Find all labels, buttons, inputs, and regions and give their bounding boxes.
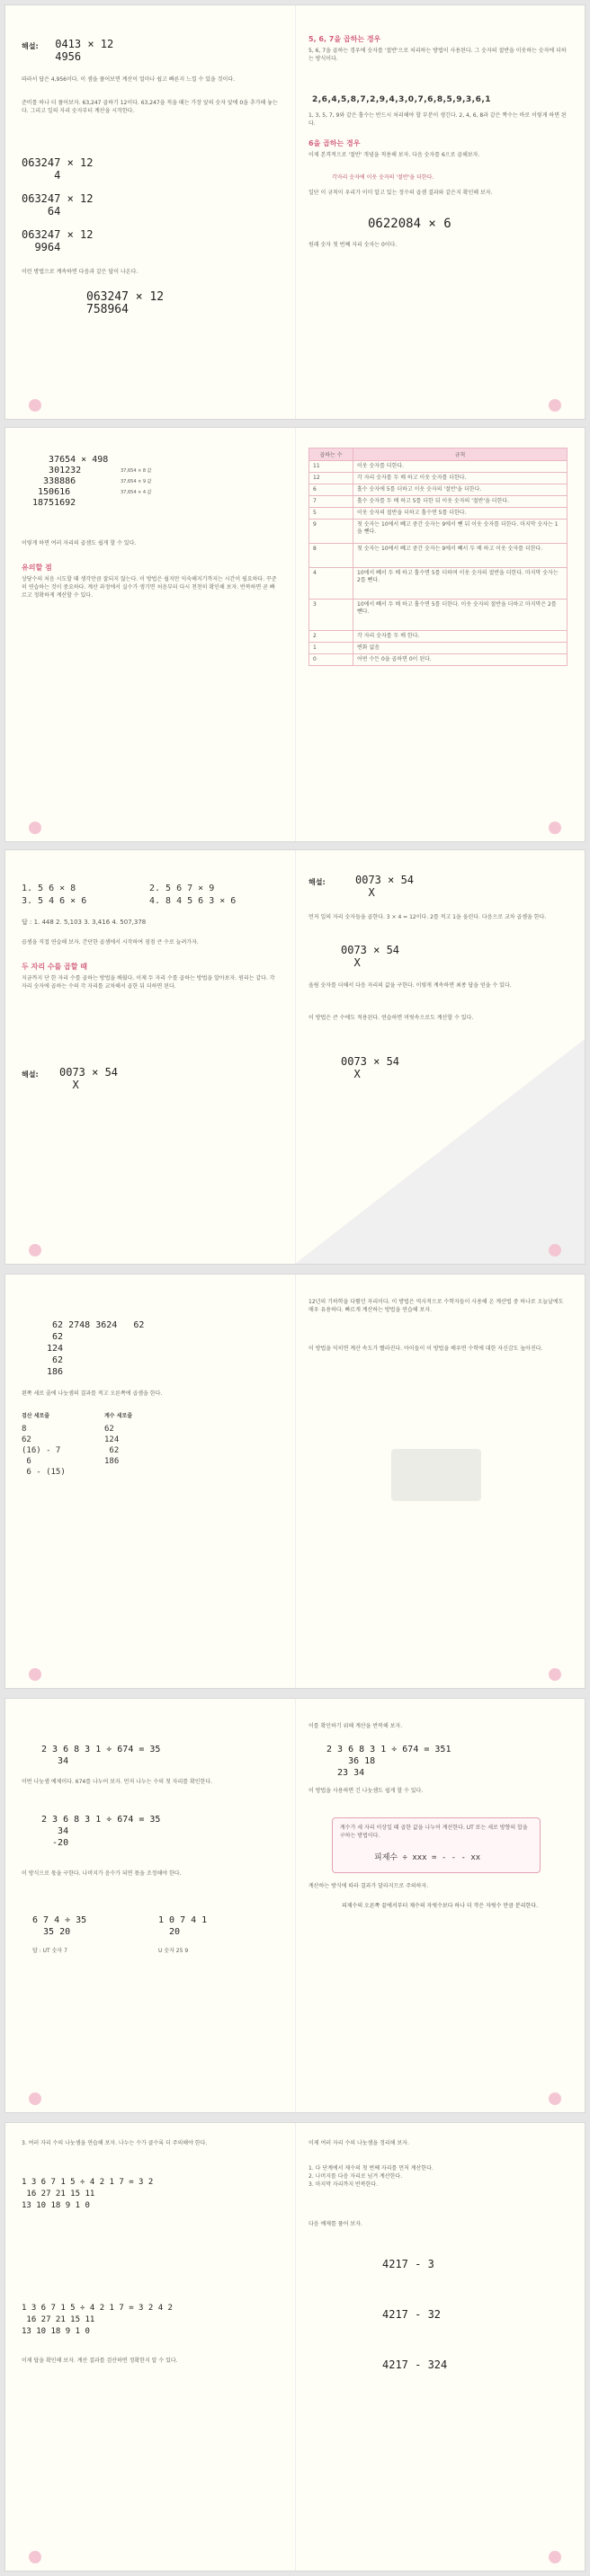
answer: U 숫자 25 9	[158, 1948, 189, 1954]
page-right	[295, 850, 585, 1264]
equation: 0073 × 54 X	[341, 944, 400, 969]
paragraph: 올림 숫자를 더해서 다음 자리의 값을 구한다. 이렇게 계속하면 최종 답을 얻을 수 있다.	[308, 982, 512, 989]
paragraph: 따라서 답은 4,956이다. 이 셈을 풀어보면 계산이 얼마나 쉽고 빠른지 느낄 수 있을 것이다.	[22, 76, 236, 83]
info-box-text: 계수가 세 자리 이상일 때 곱한 값을 나누어 계산한다. UT 또는 세로 방향의 합을 구하는 방법이다.	[340, 1825, 528, 1839]
cell-number: 6	[309, 484, 353, 496]
paragraph: 이렇게 하면 여러 자리의 곱셈도 쉽게 할 수 있다.	[22, 540, 137, 546]
exercise-list: 2. 5 6 7 × 9 4. 8 4 5 6 3 × 6	[149, 884, 237, 906]
table-row	[309, 631, 568, 643]
paragraph: 이 방법을 사용하면 긴 나눗셈도 쉽게 할 수 있다.	[308, 1788, 424, 1794]
section-title: 6을 곱하는 경우	[308, 139, 361, 147]
cell-number: 1	[309, 643, 353, 654]
page-number-badge	[549, 2551, 561, 2563]
paragraph: 이 방법을 익히면 계산 속도가 빨라진다. 아이들이 이 방법을 배우면 수학에 대한 자신감도 높아진다.	[308, 1346, 543, 1352]
check-column: 8 62 (16) - 7 6 6 - (15)	[22, 1425, 66, 1477]
exercise-list: 1. 5 6 × 8 3. 5 4 6 × 6	[22, 884, 87, 906]
cell-number: 7	[309, 496, 353, 508]
rule-box: 각자리 숫자에 이웃 숫자의 '절반'을 더한다.	[332, 174, 434, 181]
pull-quote: 피제수의 오른쪽 끝에서부터 제수의 자릿수보다 하나 더 작은 자릿수 만큼 분리한다.	[341, 1903, 539, 1909]
spread-4	[5, 1275, 585, 1688]
spread-1	[5, 5, 585, 419]
label: 해설:	[22, 1070, 39, 1079]
page-left	[5, 2123, 295, 2571]
equation: 4217 - 32	[382, 2308, 442, 2321]
cell-rule: 각 자리 숫자를 두 배 한다.	[353, 631, 568, 643]
paragraph: 일단 이 규칙이 우리가 이미 알고 있는 정수의 곱셈 결과와 같은지 확인해 보자.	[308, 190, 493, 196]
section-title: 5, 6, 7을 곱하는 경우	[308, 35, 381, 43]
cell-rule: 10에서 빼서 두 배 하고 홀수면 5를 더하며 이웃 숫자의 절반을 더한다. 마지막 숫자는 2를 뺀다.	[353, 568, 568, 600]
equation: 0413 × 12 4956	[55, 38, 114, 63]
table-row	[309, 473, 568, 484]
cell-number: 11	[309, 461, 353, 473]
equation: 62 2748 3624 62 62 124 62 186	[47, 1320, 145, 1377]
cell-number: 3	[309, 600, 353, 631]
note: 37,654 × 8 값	[121, 468, 152, 474]
paragraph: 이제 여러 자리 수의 나눗셈을 정리해 보자.	[308, 2140, 409, 2146]
page-number-badge	[29, 2551, 41, 2563]
paragraph: 5, 6, 7을 곱하는 경우에 숫자를 '절반'으로 처리하는 방법이 사용된다. 그 숫자의 절반을 이웃하는 숫자에 더하는 방식이다.	[308, 48, 567, 62]
page-number-badge	[549, 399, 561, 412]
paragraph: 곱셈을 직접 연습해 보자. 간단한 곱셈에서 시작하여 점점 큰 수로 늘려가자.	[22, 939, 199, 946]
page-number-badge	[29, 1668, 41, 1681]
spread-2	[5, 428, 585, 841]
equation: 4217 - 3	[382, 2258, 434, 2270]
equation: 2 3 6 8 3 1 ÷ 674 = 35 34 -20	[41, 1815, 161, 1848]
page-number-badge	[29, 1244, 41, 1257]
cell-number: 2	[309, 631, 353, 643]
info-box-equation: 피제수 ÷ xxx = - - - xx	[374, 1853, 481, 1862]
page-left	[5, 1275, 295, 1688]
answers: 답 : 1. 448 2. 5,103 3. 3,416 4. 507,378	[22, 919, 147, 926]
equation: 063247 × 12 4	[22, 156, 94, 182]
paragraph: 이 방법은 큰 수에도 적용된다. 연습하면 머릿속으로도 계산할 수 있다.	[308, 1015, 474, 1021]
quotient-column: 62 124 62 186	[104, 1425, 120, 1466]
equation: 2 3 6 8 3 1 ÷ 674 = 351 36 18 23 34	[326, 1745, 451, 1778]
numbered-list: 1. 다 단계에서 제수의 첫 번째 자리를 먼저 계산한다. 2. 나머지를 다음 자리로 넘겨 계산한다. 3. 마지막 자리까지 반복한다.	[308, 2165, 434, 2188]
page-right	[295, 2123, 585, 2571]
note: 37,654 × 4 값	[121, 490, 152, 495]
paragraph: 이런 방법으로 계속하면 다음과 같은 답이 나온다.	[22, 269, 139, 275]
paragraph: 지금까지 단 한 자리 수를 곱하는 방법을 배웠다. 이제 두 자리 수를 곱하는 방법을 알아보자. 원리는 같다. 각 자리 숫자에 곱하는 수의 각 자리를 교차해서 곱한 뒤 더하면 된다.	[22, 975, 275, 990]
cell-number: 4	[309, 568, 353, 600]
page-number-badge	[29, 822, 41, 834]
cell-rule: 변화 없음	[353, 643, 568, 654]
table-row	[309, 461, 568, 473]
equation: 1 3 6 7 1 5 ÷ 4 2 1 7 = 3 2 4 2 16 27 21 15 11 13 10 18 9 1 0	[22, 2304, 173, 2336]
cell-rule: 첫 숫자는 10에서 빼고 중간 숫자는 9에서 뺀 뒤 이웃 숫자를 더한다. 마지막 숫자는 1을 뺀다.	[353, 520, 568, 544]
equation: 063247 × 12 64	[22, 192, 94, 218]
equation: 6 7 4 ÷ 35 35 20	[32, 1915, 87, 1937]
page-left	[5, 850, 295, 1264]
paragraph: 3. 여러 자리 수의 나눗셈을 연습해 보자. 나누는 수가 클수록 더 주의해야 한다.	[22, 2140, 208, 2146]
table-row	[309, 568, 568, 600]
column-header: 계수 세로줄	[104, 1413, 133, 1419]
table-header: 곱하는 수	[309, 449, 353, 461]
page-number-badge	[29, 399, 41, 412]
page-number-badge	[549, 1244, 561, 1257]
page-left	[5, 1699, 295, 2112]
paragraph: 다음 예제를 풀어 보자.	[308, 2221, 362, 2227]
cell-rule: 홀수 숫자에 5를 더하고 이웃 숫자의 '절반'을 더한다.	[353, 484, 568, 496]
table-row	[309, 520, 568, 544]
answer: 답 : UT 숫자 7	[32, 1948, 67, 1954]
cell-rule: 첫 숫자는 10에서 빼고 중간 숫자는 9에서 빼서 두 배 하고 이웃 숫자를 더한다.	[353, 544, 568, 568]
equation: 1 3 6 7 1 5 ÷ 4 2 1 7 = 3 2 16 27 21 15 11 13 10 18 9 1 0	[22, 2178, 154, 2210]
equation: 0073 × 54 X	[341, 1055, 400, 1080]
cell-rule: 10에서 빼서 두 배 하고 홀수면 5를 더한다. 이웃 숫자의 절반을 더하고 마지막은 2를 뺀다.	[353, 600, 568, 631]
note: 원래 숫자 첫 번째 자리 숫자는 0이다.	[308, 242, 398, 248]
table-row	[309, 508, 568, 520]
column-header: 검산 세로줄	[22, 1413, 50, 1419]
page-right	[295, 428, 585, 841]
table-row	[309, 496, 568, 508]
spread-5	[5, 1699, 585, 2112]
page-number-badge	[549, 822, 561, 834]
paragraph: 1, 3, 5, 7, 9와 같은 홀수는 반드시 처리해야 할 부분이 생긴다. 2, 4, 6, 8과 같은 짝수는 바로 이렇게 하면 된다.	[308, 112, 567, 127]
paragraph: 이제 답을 확인해 보자. 계산 결과를 검산하면 정확한지 알 수 있다.	[22, 2358, 178, 2364]
page-right	[295, 1275, 585, 1688]
equation: 0073 × 54 X	[59, 1066, 119, 1091]
cell-rule: 어떤 수든 0을 곱하면 0이 된다.	[353, 654, 568, 666]
classroom-illustration	[391, 1449, 481, 1501]
table-row	[309, 544, 568, 568]
table-header: 규칙	[353, 449, 568, 461]
paragraph: 상당수의 처음 시도할 때 생각만큼 잘되지 않는다. 이 방법은 쉽지만 익숙해지기까지는 시간이 필요하다. 꾸준히 연습하는 것이 중요하다. 계산 과정에서 실수가 생기면 처음부터 다시 천천히 확인해 보자. 반복하면 곧 빠르고 정확하게 계산할 수 있다.	[22, 576, 277, 599]
paragraph: 왼쪽 세로 줄에 나눗셈의 결과를 적고 오른쪽에 곱셈을 한다.	[22, 1390, 163, 1397]
label: 해설:	[308, 878, 326, 886]
label: 해설:	[22, 42, 39, 50]
paragraph: 이를 확인하기 위해 계산을 반복해 보자.	[308, 1723, 403, 1729]
equation: 0622084 × 6	[368, 217, 451, 231]
info-box	[332, 1817, 541, 1873]
cell-rule: 이웃 숫자의 절반을 더하고 홀수면 5를 더한다.	[353, 508, 568, 520]
page-number-badge	[29, 2092, 41, 2105]
table-row	[309, 643, 568, 654]
cell-number: 5	[309, 508, 353, 520]
paragraph: 이번 나눗셈 예제이다. 674를 나누어 보자. 먼저 나누는 수의 첫 자리를 확인한다.	[22, 1779, 213, 1785]
page-right	[295, 5, 585, 419]
digit-sequence: 2,6,4,5,8,7,2,9,4,3,0,7,6,8,5,9,3,6,1	[312, 95, 492, 104]
cell-rule: 각 자리 숫자를 두 배 하고 이웃 숫자를 더한다.	[353, 473, 568, 484]
page-left	[5, 428, 295, 841]
equation: 063247 × 12 758964	[86, 290, 165, 316]
equation: 063247 × 12 9964	[22, 228, 94, 253]
rules-table	[308, 448, 568, 666]
spread-3	[5, 850, 585, 1264]
paragraph: 준비를 하나 더 풀어보자. 63,247 곱하기 12이다. 63,247을 적을 때는 가장 앞의 숫자 앞에 0을 추가해 놓는다. 그리고 일의 자리 숫자부터 계산을 시작한다.	[22, 100, 278, 114]
page-number-badge	[549, 2092, 561, 2105]
paragraph: 이 방식으로 몫을 구한다. 나머지가 음수가 되면 몫을 조정해야 한다.	[22, 1870, 182, 1877]
note: 37,654 × 9 값	[121, 479, 152, 484]
cell-number: 9	[309, 520, 353, 544]
section-title: 유의할 점	[22, 564, 52, 572]
paragraph: 먼저 일의 자리 숫자들을 곱한다. 3 × 4 = 12이다. 2를 적고 1을 올린다. 다음으로 교차 곱셈을 한다.	[308, 914, 547, 920]
cell-rule: 이웃 숫자를 더한다.	[353, 461, 568, 473]
equation: 4217 - 324	[382, 2358, 448, 2371]
table-row	[309, 600, 568, 631]
spread-6	[5, 2123, 585, 2571]
equation: 2 3 6 8 3 1 ÷ 674 = 35 34	[41, 1745, 161, 1766]
cell-number: 8	[309, 544, 353, 568]
paragraph: 12년의 기하학을 다뤘던 자리이다. 이 방법은 역사적으로 수학자들이 사용해 온 계산법 중 하나로 오늘날에도 매우 유용하다. 빠르게 계산하는 방법을 연습해 보자.	[308, 1299, 564, 1313]
cell-number: 12	[309, 473, 353, 484]
equation: 37654 × 498 301232 338886 150616 18751692	[32, 455, 109, 508]
paragraph: 이제 본격적으로 '절반' 개념을 적용해 보자. 다음 숫자를 6으로 곱해보자.	[308, 152, 480, 158]
page-left	[5, 5, 295, 419]
table-row	[309, 654, 568, 666]
paragraph: 계산하는 방식에 따라 결과가 달라지므로 주의하자.	[308, 1883, 429, 1889]
section-title: 두 자리 수를 곱할 때	[22, 963, 87, 971]
cell-rule: 홀수 숫자를 두 배 하고 5를 더한 뒤 이웃 숫자의 '절반'을 더한다.	[353, 496, 568, 508]
equation: 0073 × 54 X	[355, 874, 415, 899]
cell-number: 0	[309, 654, 353, 666]
page-number-badge	[549, 1668, 561, 1681]
table-row	[309, 484, 568, 496]
equation: 1 0 7 4 1 20	[158, 1915, 208, 1937]
page-right	[295, 1699, 585, 2112]
